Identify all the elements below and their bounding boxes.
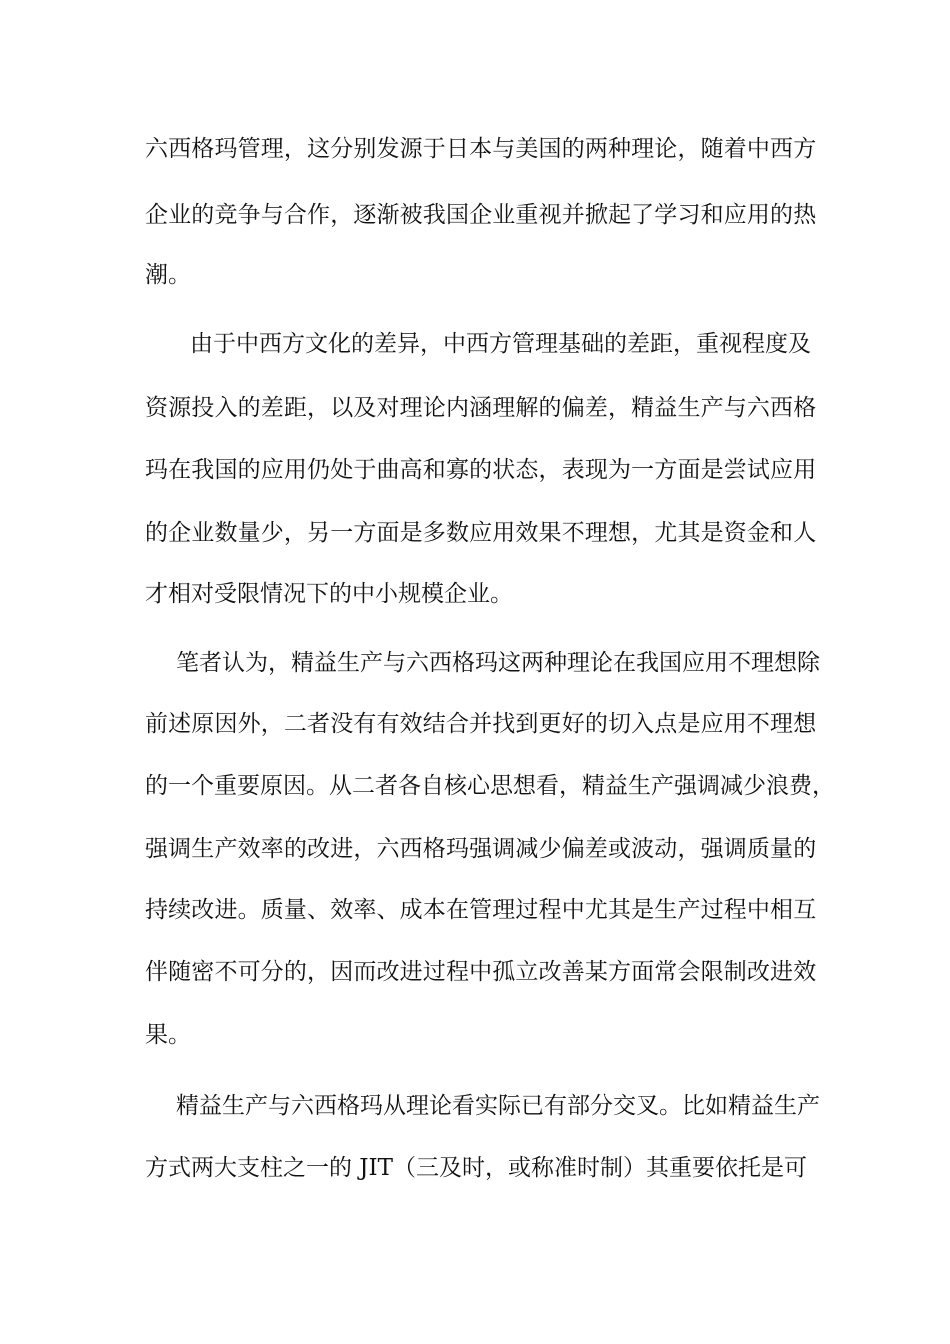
paragraph-1-line-1: 六西格玛管理，这分别发源于日本与美国的两种理论，随着中西方 bbox=[145, 136, 817, 162]
paragraph-2-line-4: 的企业数量少，另一方面是多数应用效果不理想，尤其是资金和人 bbox=[145, 520, 817, 546]
paragraph-4-line-1: 精益生产与六西格玛从理论看实际已有部分交叉。比如精益生产 bbox=[176, 1093, 820, 1119]
paragraph-3-line-4: 强调生产效率的改进，六西格玛强调减少偏差或波动，强调质量的 bbox=[145, 836, 817, 862]
paragraph-3-line-5: 持续改进。质量、效率、成本在管理过程中尤其是生产过程中相互 bbox=[145, 897, 817, 923]
paragraph-2-line-1: 由于中西方文化的差异，中西方管理基础的差距，重视程度及 bbox=[167, 331, 811, 357]
paragraph-3-line-6: 伴随密不可分的，因而改进过程中孤立改善某方面常会限制改进效 bbox=[145, 959, 817, 985]
paragraph-2-line-5: 才相对受限情况下的中小规模企业。 bbox=[145, 581, 513, 607]
paragraph-2-line-3: 玛在我国的应用仍处于曲高和寡的状态，表现为一方面是尝试应用 bbox=[145, 457, 817, 483]
paragraph-3-line-7: 果。 bbox=[145, 1022, 191, 1048]
paragraph-3-line-1: 笔者认为，精益生产与六西格玛这两种理论在我国应用不理想除 bbox=[176, 650, 820, 676]
paragraph-1-line-3: 潮。 bbox=[145, 262, 191, 288]
paragraph-4-line-2: 方式两大支柱之一的 JIT（三及时，或称准时制）其重要依托是可 bbox=[145, 1155, 807, 1181]
paragraph-3-line-3: 的一个重要原因。从二者各自核心思想看，精益生产强调减少浪费， bbox=[145, 773, 835, 799]
paragraph-3-line-2: 前述原因外，二者没有有效结合并找到更好的切入点是应用不理想 bbox=[145, 711, 817, 737]
paragraph-1-line-2: 企业的竞争与合作，逐渐被我国企业重视并掀起了学习和应用的热 bbox=[145, 202, 817, 228]
paragraph-2-line-2: 资源投入的差距，以及对理论内涵理解的偏差，精益生产与六西格 bbox=[145, 395, 817, 421]
